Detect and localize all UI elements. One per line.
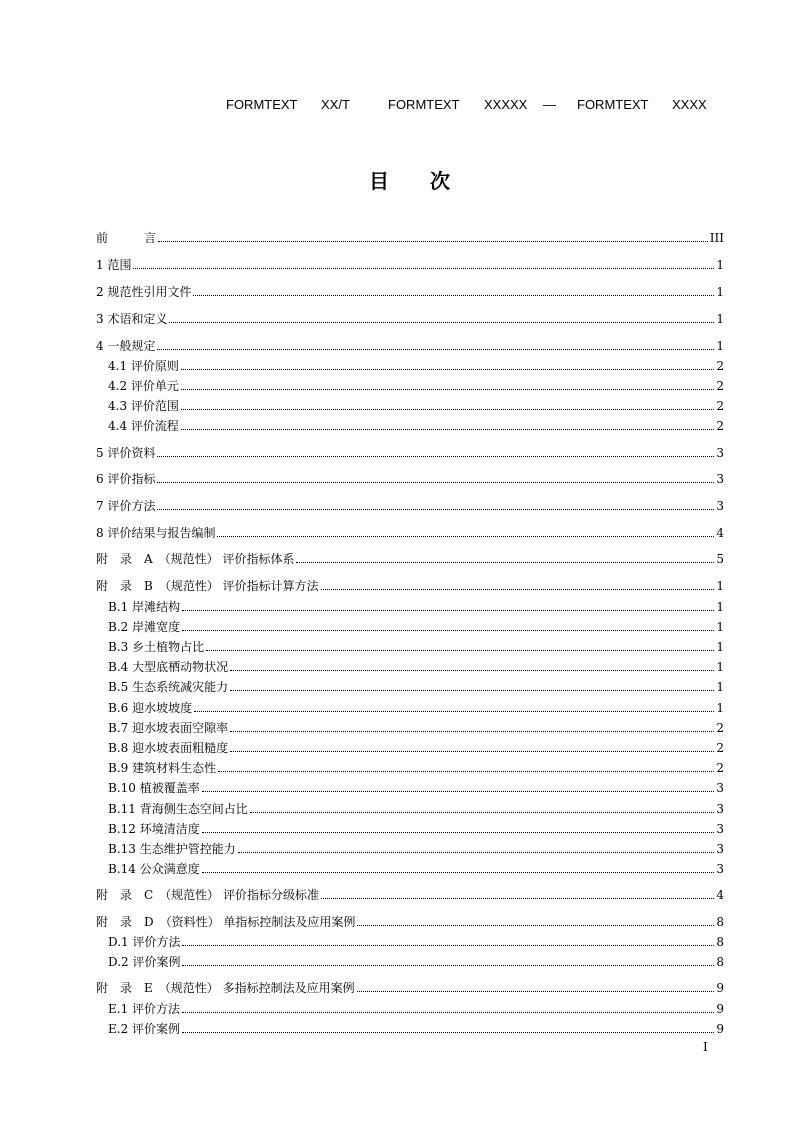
toc-dot-leader: [182, 945, 714, 946]
toc-dot-leader: [357, 925, 714, 926]
toc-dot-leader: [321, 898, 714, 899]
toc-entry-label: D.1 评价方法: [108, 935, 181, 949]
toc-entry[interactable]: [108, 858, 724, 876]
toc-entry-label: 2 规范性引用文件: [96, 285, 192, 299]
toc-entry[interactable]: [108, 697, 724, 715]
toc-entry-label: 附 录 D （资料性） 单指标控制法及应用案例: [96, 915, 356, 929]
toc-entry-label: 8 评价结果与报告编制: [96, 526, 216, 540]
toc-entry-page: 5: [716, 552, 724, 566]
toc-entry-label: B.10 植被覆盖率: [108, 781, 200, 795]
toc-entry[interactable]: [108, 838, 724, 856]
toc-entry[interactable]: [96, 977, 724, 995]
toc-entry-label: B.3 乡土植物占比: [108, 640, 205, 654]
toc-entry-page: 9: [716, 1022, 724, 1036]
toc-dot-leader: [181, 389, 714, 390]
toc-entry-label: 4.2 评价单元: [108, 379, 179, 393]
toc-entry[interactable]: [108, 931, 724, 949]
toc-entry-label: B.5 生态系统减灾能力: [108, 680, 229, 694]
toc-entry-page: 3: [716, 862, 724, 876]
toc-entry-label: 附 录 A （规范性） 评价指标体系: [96, 552, 295, 566]
toc-dot-leader: [193, 295, 714, 296]
toc-entry-page: 3: [716, 446, 724, 460]
toc-entry[interactable]: [108, 656, 724, 674]
toc-entry[interactable]: [108, 757, 724, 775]
toc-dot-leader: [157, 456, 714, 457]
toc-entry-label: D.2 评价案例: [108, 955, 181, 969]
toc-entry-page: 1: [716, 640, 724, 654]
toc-dot-leader: [133, 268, 714, 269]
toc-entry-page: 2: [716, 761, 724, 775]
toc-dot-leader: [206, 650, 714, 651]
toc-entry-page: 1: [716, 285, 724, 299]
toc-entry[interactable]: [108, 636, 724, 654]
toc-entry-page: 1: [716, 660, 724, 674]
toc-entry[interactable]: [108, 596, 724, 614]
toc-entry[interactable]: [96, 911, 724, 929]
toc-entry-page: 4: [716, 526, 724, 540]
toc-entry-page: 1: [716, 701, 724, 715]
toc-entry-label: B.1 岸滩结构: [108, 600, 181, 614]
toc-entry[interactable]: [96, 335, 724, 353]
toc-entry-label: 3 术语和定义: [96, 312, 168, 326]
toc-entry-page: 3: [716, 822, 724, 836]
toc-entry-page: 3: [716, 781, 724, 795]
toc-entry-label: 1 范围: [96, 258, 132, 272]
toc-dot-leader: [181, 369, 714, 370]
toc-dot-leader: [230, 670, 714, 671]
toc-entry[interactable]: [96, 442, 724, 460]
toc-entry-label: B.4 大型底栖动物状况: [108, 660, 229, 674]
toc-entry-page: 2: [716, 419, 724, 433]
toc-entry-page: 3: [716, 499, 724, 513]
toc-entry[interactable]: [108, 737, 724, 755]
toc-entry-label: B.2 岸滩宽度: [108, 620, 181, 634]
toc-entry[interactable]: [108, 998, 724, 1016]
toc-entry[interactable]: [108, 375, 724, 393]
toc-entry[interactable]: [96, 227, 724, 245]
toc-entry-label: 4.4 评价流程: [108, 419, 179, 433]
toc-entry-label: 4 一般规定: [96, 339, 156, 353]
toc-entry[interactable]: [96, 254, 724, 272]
toc-entry[interactable]: [108, 818, 724, 836]
toc-entry-page: 1: [716, 620, 724, 634]
header-dash: —: [543, 97, 556, 112]
toc-entry-label: 7 评价方法: [96, 499, 156, 513]
toc-entry-label: B.11 背海侧生态空间占比: [108, 802, 248, 816]
toc-entry-label: 附 录 C （规范性） 评价指标分级标准: [96, 888, 319, 902]
toc-entry-label: 4.3 评价范围: [108, 399, 179, 413]
toc-entry[interactable]: [108, 415, 724, 433]
toc-dot-leader: [181, 429, 714, 430]
toc-dot-leader: [194, 711, 714, 712]
toc-entry[interactable]: [108, 355, 724, 373]
toc-entry[interactable]: [108, 777, 724, 795]
toc-entry-label: B.13 生态维护管控能力: [108, 842, 236, 856]
toc-dot-leader: [202, 791, 715, 792]
toc-entry-page: 2: [716, 399, 724, 413]
toc-entry-label: 附 录 B （规范性） 评价指标计算方法: [96, 579, 319, 593]
toc-entry-page: 3: [716, 802, 724, 816]
toc-entry[interactable]: [108, 717, 724, 735]
toc-dot-leader: [230, 751, 714, 752]
toc-dot-leader: [321, 589, 715, 590]
toc-entry-page: 9: [716, 981, 724, 995]
toc-entry-page: 2: [716, 379, 724, 393]
toc-entry-label: B.8 迎水坡表面粗糙度: [108, 741, 229, 755]
header-code-1: XX/T: [321, 97, 350, 112]
toc-dot-leader: [157, 509, 714, 510]
header-field-2: FORMTEXT: [388, 97, 460, 112]
toc-entry-page: 1: [716, 312, 724, 326]
toc-entry-page: 8: [716, 955, 724, 969]
toc-entry-page: 1: [716, 339, 724, 353]
toc-entry-page: 1: [716, 579, 724, 593]
header-code-3: XXXX: [672, 97, 707, 112]
toc-entry-page: 9: [716, 1002, 724, 1016]
document-header: [0, 97, 800, 117]
toc-entry-label: B.14 公众满意度: [108, 862, 200, 876]
toc-entry-page: 3: [716, 842, 724, 856]
header-field-1: FORMTEXT: [226, 97, 298, 112]
toc-entry[interactable]: [108, 1018, 724, 1036]
toc-entry[interactable]: [96, 308, 724, 326]
toc-entry-page: 4: [716, 888, 724, 902]
page-number: I: [703, 1040, 708, 1054]
toc-entry[interactable]: [108, 798, 724, 816]
toc-dot-leader: [182, 630, 714, 631]
toc-dot-leader: [250, 812, 715, 813]
toc-entry-label: 5 评价资料: [96, 446, 156, 460]
toc-entry[interactable]: [96, 281, 724, 299]
title-char-1: 目: [369, 169, 391, 193]
toc-entry-label: E.2 评价案例: [108, 1022, 181, 1036]
toc-entry-page: 2: [716, 721, 724, 735]
toc-entry-page: III: [709, 231, 724, 245]
toc-entry-label: B.12 环境清洁度: [108, 822, 200, 836]
toc-dot-leader: [202, 832, 715, 833]
toc-entry[interactable]: [96, 575, 724, 593]
toc-entry-page: 8: [716, 935, 724, 949]
toc-dot-leader: [182, 1032, 714, 1033]
toc-entry-page: 1: [716, 258, 724, 272]
toc-dot-leader: [169, 322, 714, 323]
title-char-2: 次: [430, 169, 452, 193]
toc-dot-leader: [157, 349, 714, 350]
toc-dot-leader: [182, 1012, 714, 1013]
toc-entry[interactable]: [108, 676, 724, 694]
header-code-2: XXXXX: [484, 97, 528, 112]
toc-dot-leader: [182, 610, 714, 611]
toc-entry-label: B.7 迎水坡表面空隙率: [108, 721, 229, 735]
toc-dot-leader: [181, 409, 714, 410]
toc-dot-leader: [158, 241, 708, 242]
toc-dot-leader: [357, 991, 715, 992]
toc-entry-page: 2: [716, 741, 724, 755]
toc-dot-leader: [296, 562, 714, 563]
toc-entry-page: 1: [716, 680, 724, 694]
toc-entry-label: B.6 迎水坡坡度: [108, 701, 193, 715]
toc-dot-leader: [230, 731, 714, 732]
toc-dot-leader: [238, 852, 715, 853]
toc-entry-label: B.9 建筑材料生态性: [108, 761, 217, 775]
toc-entry[interactable]: [96, 548, 724, 566]
toc-dot-leader: [202, 872, 715, 873]
toc-entry-page: 8: [716, 915, 724, 929]
toc-dot-leader: [182, 965, 714, 966]
toc-entry-page: 2: [716, 359, 724, 373]
toc-dot-leader: [157, 482, 714, 483]
toc-entry[interactable]: [108, 616, 724, 634]
toc-entry[interactable]: [96, 468, 724, 486]
toc-entry-label: 6 评价指标: [96, 472, 156, 486]
toc-dot-leader: [217, 536, 714, 537]
toc-entry-page: 3: [716, 472, 724, 486]
toc-entry[interactable]: [96, 884, 724, 902]
toc-entry[interactable]: [108, 395, 724, 413]
toc-entry-label: E.1 评价方法: [108, 1002, 181, 1016]
toc-entry-page: 1: [716, 600, 724, 614]
toc-entry-label: 附 录 E （规范性） 多指标控制法及应用案例: [96, 981, 355, 995]
toc-entry[interactable]: [96, 495, 724, 513]
toc-entry-label: 4.1 评价原则: [108, 359, 179, 373]
toc-entry[interactable]: [108, 951, 724, 969]
toc-entry-label: 前 言: [96, 231, 157, 245]
toc-entry[interactable]: [96, 522, 724, 540]
toc-dot-leader: [230, 690, 714, 691]
header-field-3: FORMTEXT: [577, 97, 649, 112]
toc-dot-leader: [218, 771, 714, 772]
